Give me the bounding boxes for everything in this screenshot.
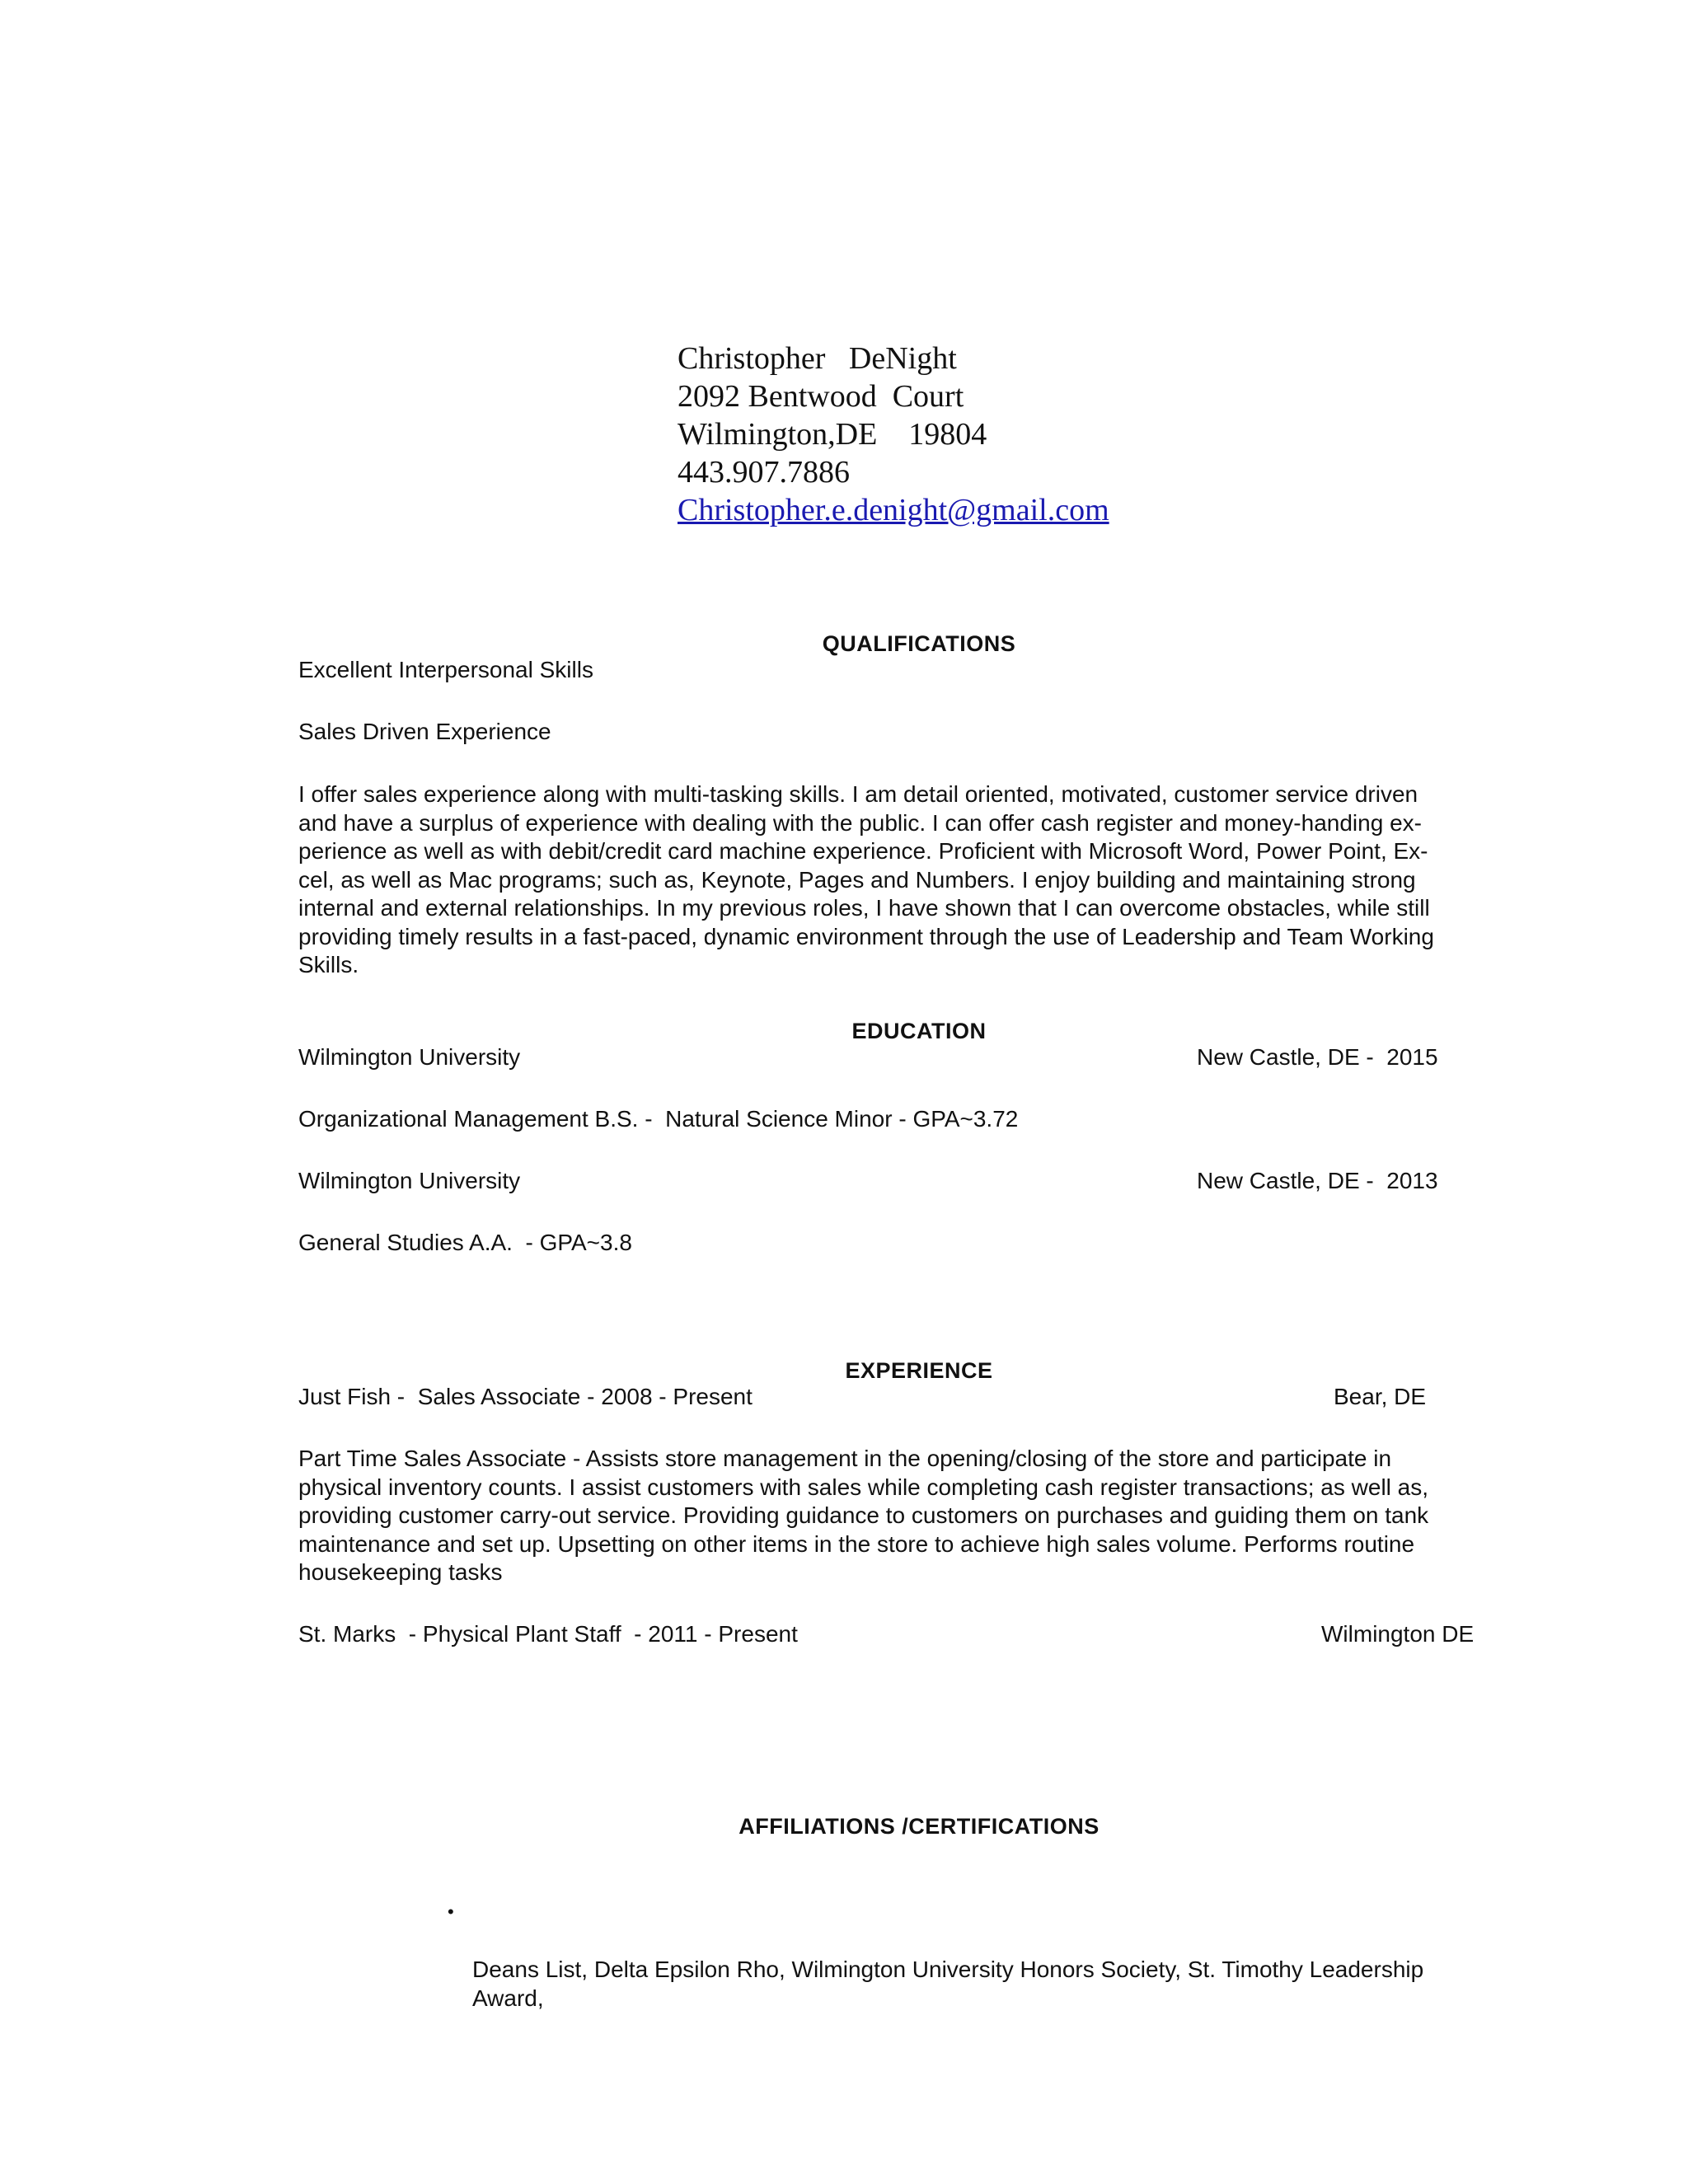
job-location: Wilmington DE bbox=[1321, 1621, 1475, 1647]
contact-street: 2092 Bentwood Court bbox=[678, 379, 964, 414]
bullet-icon: • bbox=[448, 1901, 454, 1922]
education-degree: Organizational Management B.S. - Natural Science Minor - GPA~3.72 bbox=[298, 1106, 1019, 1132]
qualification-item: Excellent Interpersonal Skills bbox=[298, 657, 593, 682]
education-school: Wilmington University bbox=[298, 1168, 521, 1193]
contact-block bbox=[678, 340, 1109, 529]
qualifications-summary: I offer sales experience along with multi-tasking skills. I am detail oriented, motivated, customer service driven and have a surplus of experience with dealing with the public. I can offer cash register and money-handing ex- perience as well as with debit/credit card machine experience. Proficient with Microsoft Word, Power Point, Ex- cel, as well as Mac programs; such as, Keynote, Pages and Numbers. I enjoy building and maintaining strong internal and external relationships. In my previous roles, I have shown that I can overcome obstacles, while still providing timely results in a fast-paced, dynamic environment through the use of Leadership and Team Working Skills. bbox=[298, 781, 1434, 977]
education-school: Wilmington University bbox=[298, 1044, 521, 1070]
education-heading: EDUCATION bbox=[851, 1019, 987, 1043]
contact-name: Christopher DeNight bbox=[678, 341, 957, 376]
affiliations-heading: AFFILIATIONS /CERTIFICATIONS bbox=[738, 1814, 1100, 1839]
education-location: New Castle, DE - 2013 bbox=[1197, 1168, 1438, 1193]
affiliations-list bbox=[445, 1897, 1568, 2013]
job-location: Bear, DE bbox=[1334, 1384, 1427, 1409]
education-degree: General Studies A.A. - GPA~3.8 bbox=[298, 1230, 632, 1255]
job-title: Just Fish - Sales Associate - 2008 - Present bbox=[298, 1384, 753, 1409]
contact-email-link[interactable]: Christopher.e.denight@gmail.com bbox=[678, 493, 1109, 527]
affiliation-text: Deans List, Delta Epsilon Rho, Wilmington University Honors Society, St. Timothy Leadership Award, bbox=[472, 1957, 1424, 2011]
experience-heading: EXPERIENCE bbox=[845, 1358, 993, 1383]
qualification-item: Sales Driven Experience bbox=[298, 719, 551, 744]
education-location: New Castle, DE - 2015 bbox=[1197, 1044, 1438, 1070]
job-title: St. Marks - Physical Plant Staff - 2011 - Present bbox=[298, 1621, 798, 1647]
contact-city: Wilmington,DE 19804 bbox=[678, 417, 987, 452]
list-item bbox=[448, 1897, 1568, 2013]
job-description: Part Time Sales Associate - Assists store management in the opening/closing of the store and participate in physical inventory counts. I assist customers with sales while completing cash register transactions; as well as, providing customer carry-out service. Providing guidance to customers on purchases and guiding them on tank maintenance and set up. Upsetting on other items in the store to achieve high sales volume. Performs routine housekeeping tasks bbox=[298, 1446, 1429, 1585]
contact-phone: 443.907.7886 bbox=[678, 455, 850, 490]
qualifications-heading: QUALIFICATIONS bbox=[822, 631, 1016, 656]
